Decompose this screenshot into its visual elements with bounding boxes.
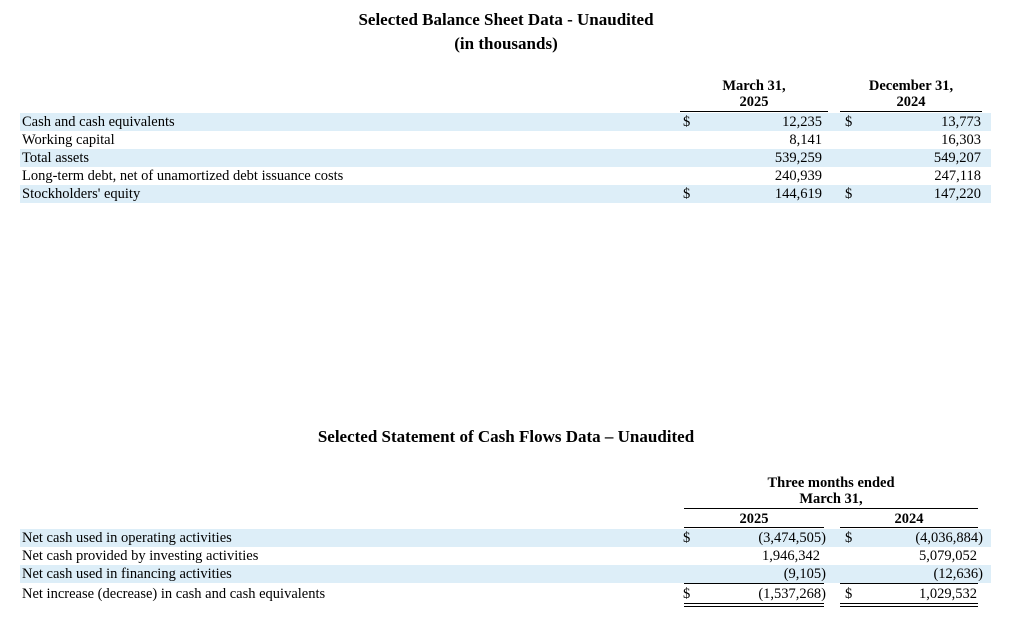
value-dec-2024: 247,118: [934, 168, 981, 184]
cf-col1-header-rule: [684, 527, 824, 528]
cf-subtotal-rule-2025: [684, 583, 824, 584]
bs-col2-header-line2: 2024: [896, 94, 926, 110]
bs-row-working-capital: [20, 131, 991, 149]
bs-col1-header-line2: 2025: [739, 94, 769, 110]
bs-col1-header-line1: March 31,: [722, 78, 786, 94]
cf-row-operating: [20, 529, 991, 547]
cf-period-header-line2: March 31,: [799, 491, 863, 507]
dollar-sign: $: [845, 586, 853, 602]
value-2025: (3,474,505): [758, 530, 826, 546]
cf-col2-header: 2024: [894, 511, 924, 527]
dollar-sign: $: [683, 586, 691, 602]
cf-total-double-rule-2024: [840, 603, 978, 607]
value-2024: 1,029,532: [919, 586, 977, 602]
value-dec-2024: 147,220: [933, 186, 981, 202]
bs-row-cash: [20, 113, 991, 131]
cf-subtotal-rule-2024: [840, 583, 978, 584]
dollar-sign: $: [683, 114, 691, 130]
value-mar-2025: 144,619: [774, 186, 822, 202]
value-2024: (12,636): [933, 566, 983, 582]
value-mar-2025: 12,235: [782, 114, 822, 130]
row-label: Net cash used in financing activities: [22, 566, 232, 582]
bs-col2-header-line1: December 31,: [868, 78, 954, 94]
dollar-sign: $: [683, 530, 691, 546]
dollar-sign: $: [845, 530, 853, 546]
row-label: Net increase (decrease) in cash and cash equivalents: [22, 586, 326, 602]
balance-sheet-title: Selected Balance Sheet Data - Unaudited: [358, 10, 654, 29]
row-label: Total assets: [22, 150, 90, 166]
value-2025: (9,105): [783, 566, 826, 582]
row-label: Stockholders' equity: [22, 186, 141, 202]
bs-col2-header-rule: [840, 111, 982, 112]
cf-row-net-change: [20, 585, 991, 603]
value-mar-2025: 240,939: [774, 168, 822, 184]
row-label: Cash and cash equivalents: [22, 114, 175, 130]
cf-row-financing: [20, 565, 991, 583]
row-label: Long-term debt, net of unamortized debt issuance costs: [22, 168, 344, 184]
value-mar-2025: 539,259: [774, 150, 822, 166]
row-label: Working capital: [22, 132, 115, 148]
bs-row-long-term-debt: [20, 167, 991, 185]
row-label: Net cash used in operating activities: [22, 530, 232, 546]
dollar-sign: $: [683, 186, 691, 202]
bs-row-total-assets: [20, 149, 991, 167]
bs-row-stockholders-equity: [20, 185, 991, 203]
balance-sheet-subtitle: (in thousands): [454, 34, 558, 53]
value-2024: (4,036,884): [915, 530, 983, 546]
cf-period-header-rule: [684, 508, 978, 509]
row-label: Net cash provided by investing activities: [22, 548, 259, 564]
cf-col2-header-rule: [840, 527, 978, 528]
cf-row-investing: [20, 547, 991, 565]
cash-flows-title: Selected Statement of Cash Flows Data – Unaudited: [317, 427, 695, 446]
value-2024: 5,079,052: [919, 548, 977, 564]
dollar-sign: $: [845, 114, 853, 130]
cf-period-header-line1: Three months ended: [767, 475, 895, 491]
bs-col1-header-rule: [680, 111, 828, 112]
value-dec-2024: 13,773: [941, 114, 981, 130]
value-dec-2024: 549,207: [933, 150, 981, 166]
value-mar-2025: 8,141: [789, 132, 822, 148]
value-dec-2024: 16,303: [941, 132, 981, 148]
value-2025: 1,946,342: [762, 548, 820, 564]
dollar-sign: $: [845, 186, 853, 202]
cf-col1-header: 2025: [739, 511, 769, 527]
cf-total-double-rule-2025: [684, 603, 824, 607]
value-2025: (1,537,268): [758, 586, 826, 602]
